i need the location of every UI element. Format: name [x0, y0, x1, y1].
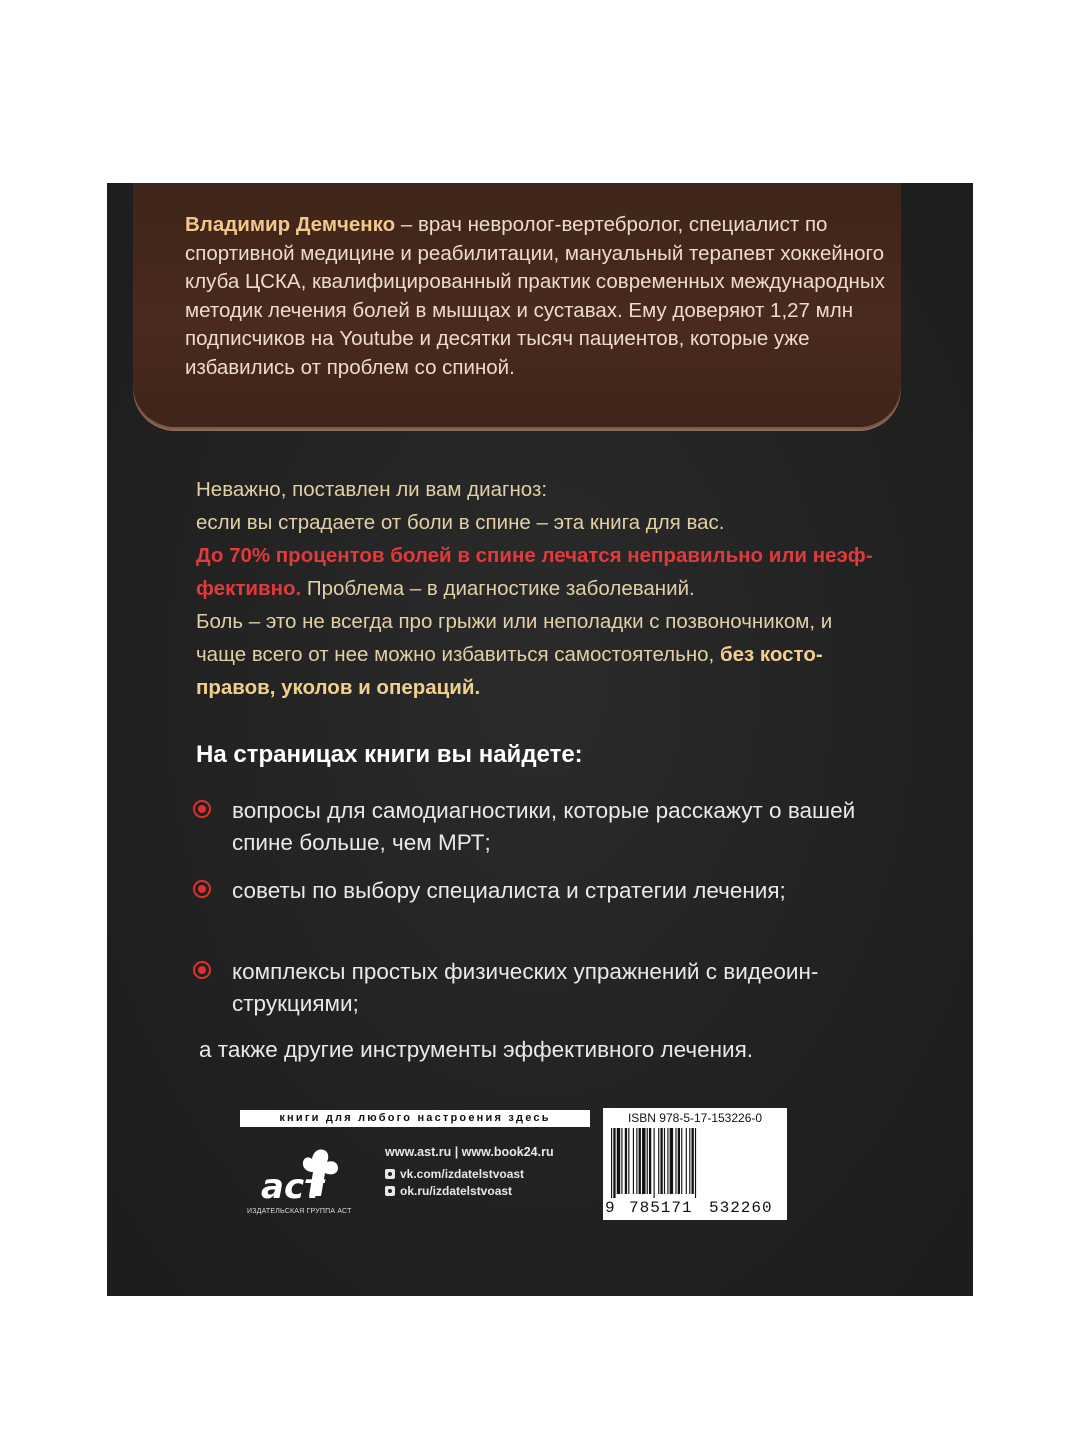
barcode-bar [621, 1128, 622, 1194]
isbn-label: ISBN 978-5-17-153226-0 [627, 1111, 763, 1125]
barcode-bar [625, 1128, 627, 1194]
intro-text [196, 473, 876, 704]
bullet-text: советы по выбору специалиста и стратегии лечения; [232, 878, 786, 903]
barcode-bar [692, 1128, 694, 1194]
ok-link-row [385, 1184, 554, 1198]
barcode-bar [667, 1128, 668, 1194]
intro-highlight: До 70% процентов болей в спине лечатся неправильно или неэф-фективно. [196, 544, 873, 600]
barcode-bar [613, 1128, 615, 1198]
barcode-bar [633, 1128, 634, 1194]
author-bio-text: – врач невролог-вертебролог, специалист по спортивной медицине и реабилитации, мануальный терапевт хоккейного клуба ЦСКА, квалифицированный практик современных международных методик лечения болей в мышцах и суставах. Ему доверяют 1,27 млн подписчиков на Youtube и десятки тысяч пациентов, которые уже избавились от проблем со спиной. [185, 213, 885, 379]
barcode-bar [639, 1128, 641, 1194]
barcode-bar [654, 1128, 655, 1198]
author-bio [185, 211, 885, 382]
author-info-box [133, 183, 901, 429]
barcode-digits-left: 785171 [629, 1199, 693, 1217]
barcode-bar [664, 1128, 665, 1194]
author-name: Владимир Демченко [185, 213, 396, 236]
barcode-bar [649, 1128, 651, 1194]
barcode-bar [695, 1128, 696, 1198]
barcode-box [603, 1108, 787, 1220]
intro-problem: Проблема – в диагностике заболеваний. [301, 577, 695, 600]
barcode-bar [660, 1128, 662, 1194]
barcode-icon [611, 1128, 781, 1198]
vk-link: vk.com/izdatelstvoast [400, 1167, 525, 1181]
barcode-bar [670, 1128, 673, 1194]
bullet-text: вопросы для самодиагностики, которые расскажут о вашей спине больше, чем МРТ; [232, 798, 856, 855]
barcode-bar [681, 1128, 682, 1194]
vk-icon [385, 1169, 395, 1179]
section-title: На страницах книги вы найдете: [196, 741, 583, 768]
bullet-dot-icon [193, 800, 211, 818]
barcode-bar [628, 1128, 629, 1194]
publisher-sites: www.ast.ru | www.book24.ru [385, 1145, 554, 1159]
barcode-bar [678, 1128, 680, 1194]
bullet-dot-icon [193, 961, 211, 979]
barcode-bar [647, 1128, 648, 1194]
intro-pain: Боль – это не всегда про грыжи или неполадки с позвоночником, и чаще всего от нее можно избавиться самостоятельно, [196, 610, 833, 666]
logo-text: аст [261, 1167, 324, 1207]
also-text: а также другие инструменты эффективного лечения. [199, 1037, 754, 1062]
barcode-digits [603, 1199, 787, 1217]
barcode-bar [675, 1128, 676, 1194]
ast-logo-icon [247, 1138, 367, 1208]
publisher-links [385, 1145, 554, 1201]
barcode-digit-first: 9 [605, 1199, 615, 1217]
barcode-bar [611, 1128, 612, 1198]
barcode-bar [636, 1128, 637, 1194]
book-back-cover [107, 183, 973, 1296]
barcode-bar [686, 1128, 687, 1194]
ok-icon [385, 1186, 395, 1196]
barcode-bar [689, 1128, 690, 1194]
barcode-digits-right: 532260 [709, 1199, 773, 1217]
bullet-text: комплексы простых физических упражнений с видеоин-струкциями; [232, 959, 819, 1016]
intro-pain-bold: без косто-правов, уколов и операций. [196, 643, 823, 699]
intro-line-1: Неважно, поставлен ли вам диагноз: [196, 478, 548, 501]
publisher-slogan: книги для любого настроения здесь [240, 1110, 590, 1127]
bullet-dot-icon [193, 880, 211, 898]
barcode-bar [658, 1128, 659, 1194]
intro-line-2: если вы страдаете от боли в спине – эта книга для вас. [196, 511, 725, 534]
vk-link-row [385, 1167, 554, 1181]
barcode-bar [642, 1128, 645, 1194]
publisher-caption: ИЗДАТЕЛЬСКАЯ ГРУППА АСТ [247, 1208, 352, 1215]
barcode-bar [617, 1128, 620, 1194]
ok-link: ok.ru/izdatelstvoast [400, 1184, 513, 1198]
